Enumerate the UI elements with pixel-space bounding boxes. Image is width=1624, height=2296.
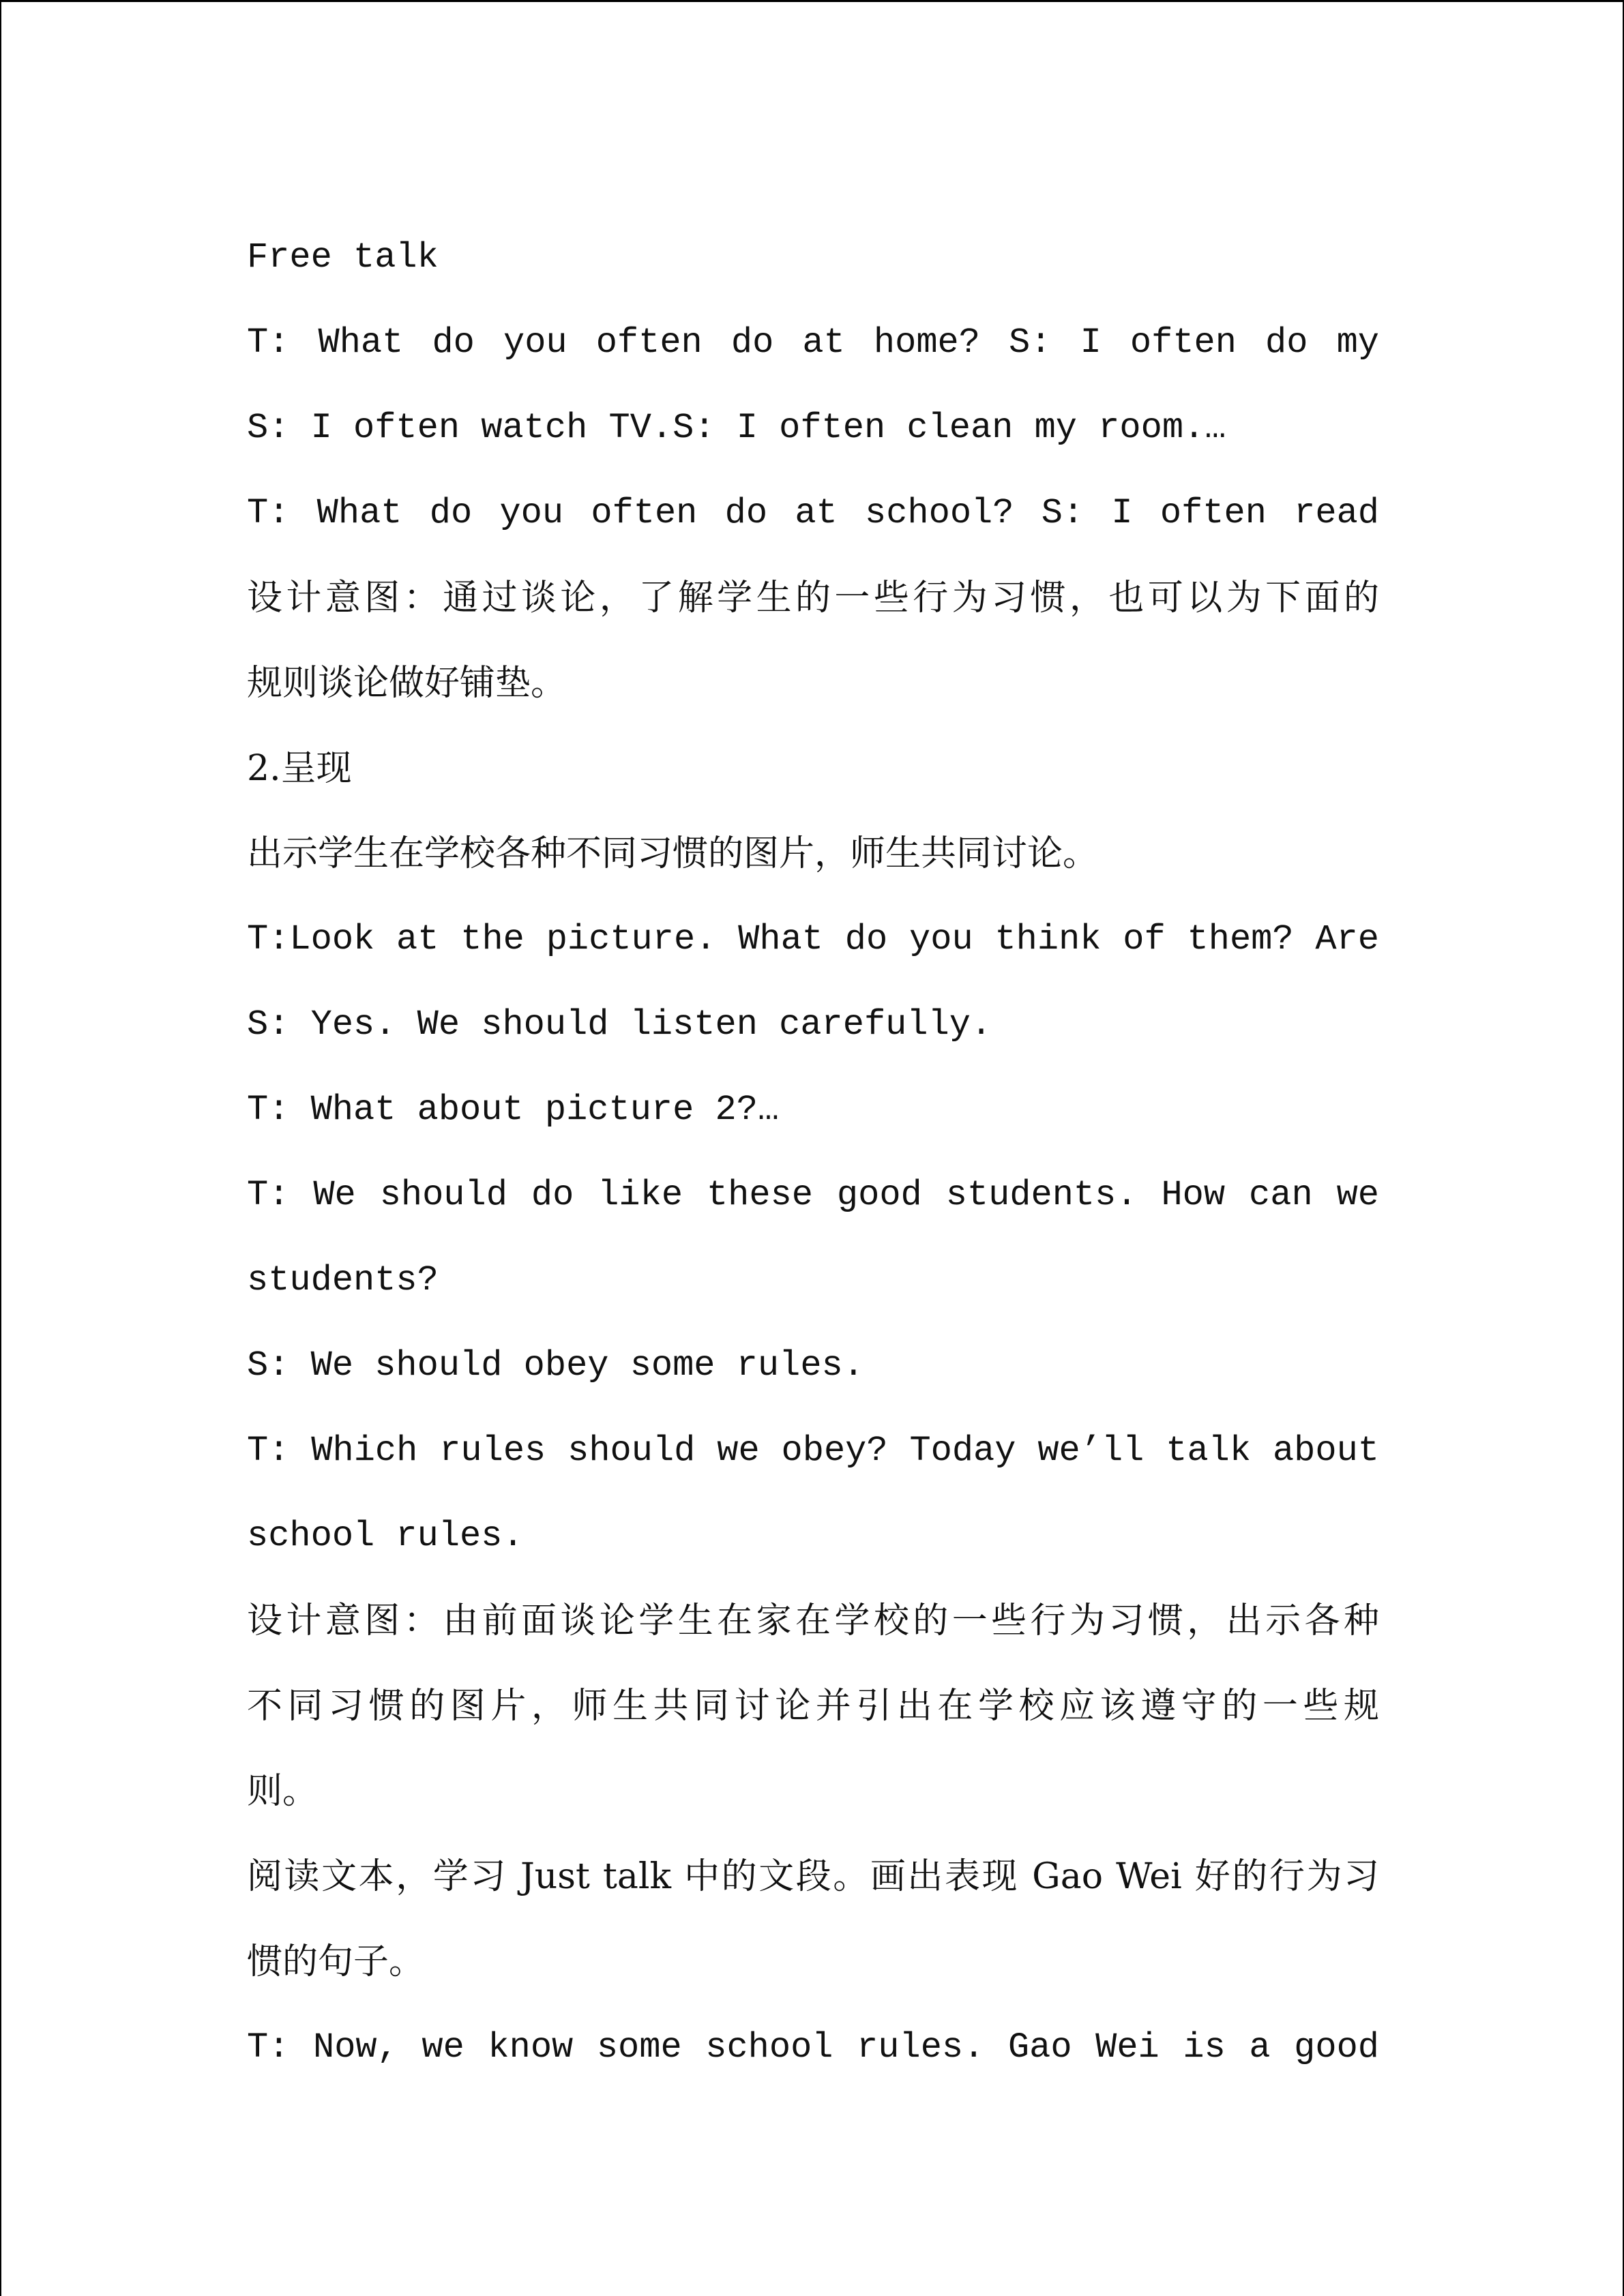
dialogue-line: T: What about picture 2?… bbox=[247, 1090, 780, 1130]
dialogue-line: T:Look at the picture. What do you think of them? Are bbox=[247, 919, 1379, 959]
instruction-paragraph: 出示学生在学校各种不同习惯的图片，师生共同讨论。 bbox=[247, 833, 1099, 874]
dialogue-line: T: We should do like these good students. How can we bbox=[247, 1175, 1379, 1215]
design-intent-paragraph: 设计意图：通过谈论，了解学生的一些行为习惯，也可以为下面的 bbox=[247, 578, 1379, 618]
design-intent-paragraph: 则。 bbox=[247, 1771, 319, 1812]
dialogue-line: T: What do you often do at school? S: I often read bbox=[247, 493, 1379, 533]
dialogue-line: S: I often watch TV.S: I often clean my room.… bbox=[247, 408, 1226, 448]
dialogue-line: S: We should obey some rules. bbox=[247, 1345, 864, 1386]
section-heading-presentation: 2.呈现 bbox=[247, 748, 352, 789]
document-body bbox=[247, 215, 1379, 2090]
dialogue-line: students? bbox=[247, 1260, 439, 1300]
reading-instruction-paragraph: 阅读文本，学习 Just talk 中的文段。画出表现 Gao Wei 好的行为习 bbox=[247, 1856, 1379, 1897]
design-intent-paragraph: 不同习惯的图片，师生共同讨论并引出在学校应该遵守的一些规 bbox=[247, 1686, 1379, 1727]
dialogue-line: school rules. bbox=[247, 1516, 524, 1556]
dialogue-line: S: Yes. We should listen carefully. bbox=[247, 1004, 992, 1045]
dialogue-line: T: What do you often do at home? S: I often do my bbox=[247, 323, 1379, 363]
section-heading-free-talk: Free talk bbox=[247, 237, 439, 278]
design-intent-paragraph: 规则谈论做好铺垫。 bbox=[247, 663, 567, 704]
dialogue-line: T: Now, we know some school rules. Gao Wei is a good bbox=[247, 2027, 1379, 2068]
reading-instruction-paragraph: 惯的句子。 bbox=[247, 1941, 425, 1982]
design-intent-paragraph: 设计意图：由前面谈论学生在家在学校的一些行为习惯，出示各种 bbox=[247, 1600, 1379, 1641]
dialogue-line: T: Which rules should we obey? Today we’ll talk about bbox=[247, 1431, 1379, 1471]
